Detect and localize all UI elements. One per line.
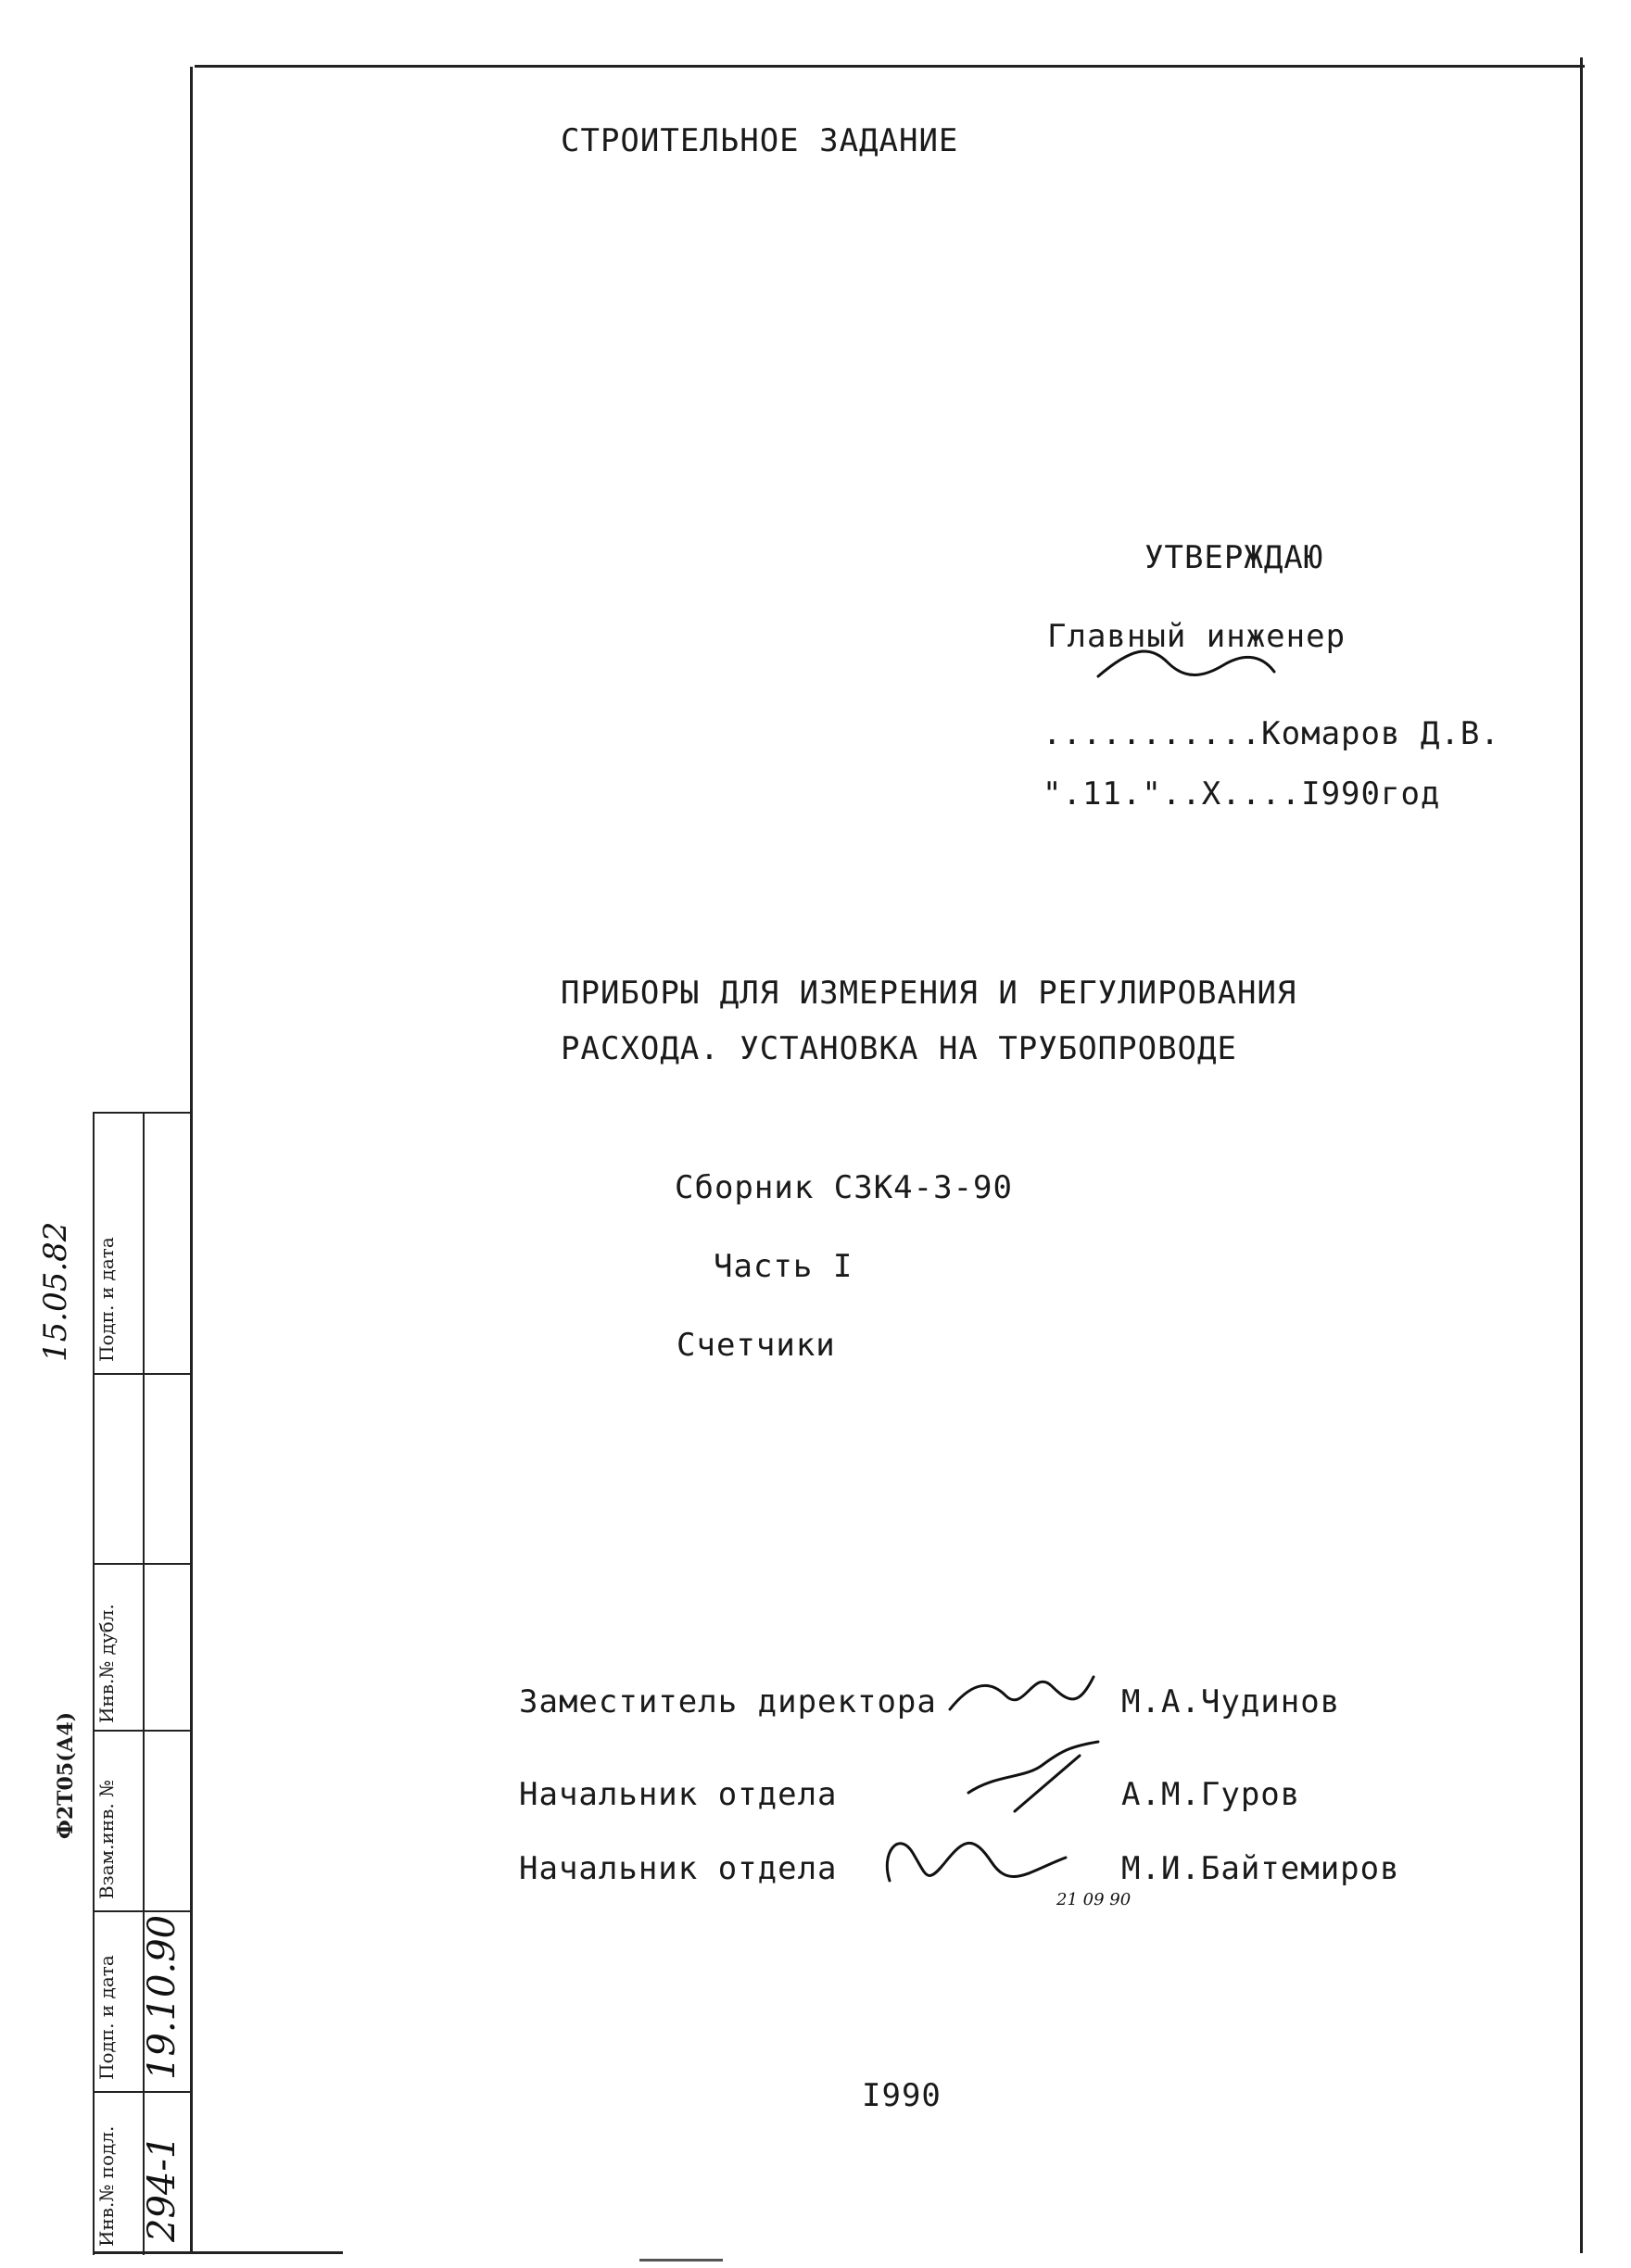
signatory-name-3: М.И.Байтемиров <box>1121 1850 1400 1887</box>
stamp-handwritten-date-2: 15.05.82 <box>37 1221 74 1362</box>
stamp-divider <box>95 1910 193 1912</box>
approval-signer-line: ...........Комаров Д.В. <box>1043 715 1500 752</box>
signatory-position-2: Начальник отдела <box>519 1776 838 1813</box>
document-title-line2: РАСХОДА. УСТАНОВКА НА ТРУБОПРОВОДЕ <box>561 1030 1237 1067</box>
document-subtitle: Счетчики <box>676 1327 836 1364</box>
document-type-heading: СТРОИТЕЛЬНОЕ ЗАДАНИЕ <box>561 122 959 159</box>
signatory-position-1: Заместитель директора <box>519 1683 937 1720</box>
scan-mark <box>639 2259 723 2262</box>
stamp-divider <box>95 1373 193 1375</box>
chief-engineer-signature <box>1094 639 1279 695</box>
signatory-position-3: Начальник отдела <box>519 1850 838 1887</box>
approval-header: УТВЕРЖДАЮ <box>1144 539 1324 576</box>
approval-position: Главный инженер <box>1047 618 1347 655</box>
format-code: Ф2Т05(А4) <box>54 1711 78 1839</box>
frame-top-border <box>195 65 1585 68</box>
stamp-divider <box>95 1563 193 1565</box>
stamp-label-sign-date-1: Подп. и дата <box>95 1955 118 2080</box>
signatory-name-2: А.М.Гуров <box>1121 1776 1301 1813</box>
dept-head-signature-1 <box>959 1737 1107 1821</box>
frame-right-border <box>1580 57 1583 2253</box>
deputy-director-signature <box>941 1658 1098 1723</box>
stamp-label-inv-duplicate: Инв.№ дубл. <box>95 1604 118 1723</box>
document-title-line1: ПРИБОРЫ ДЛЯ ИЗМЕРЕНИЯ И РЕГУЛИРОВАНИЯ <box>561 975 1297 1012</box>
dept-head-signature-2 <box>871 1816 1084 1899</box>
stamp-handwritten-date-1: 19.10.90 <box>141 1914 183 2080</box>
stamp-label-sign-date-2: Подп. и дата <box>95 1237 118 1362</box>
approval-date-line: ".11."..X....I990год <box>1043 775 1441 813</box>
stamp-divider <box>95 1730 193 1732</box>
signature-date-note: 21 09 90 <box>1056 1890 1132 1909</box>
signatory-name-1: М.А.Чудинов <box>1121 1683 1341 1720</box>
document-year: I990 <box>862 2077 942 2114</box>
part-number: Часть I <box>714 1248 853 1285</box>
collection-number: Сборник СЗК4-3-90 <box>675 1169 1013 1206</box>
stamp-handwritten-inv-number: 294-1 <box>141 2135 183 2242</box>
stamp-value-column <box>143 1114 191 2255</box>
stamp-label-replacement-inv: Взам.инв. № <box>95 1779 118 1899</box>
stamp-divider <box>95 2091 193 2093</box>
stamp-label-inv-original: Инв.№ подл. <box>95 2125 118 2247</box>
